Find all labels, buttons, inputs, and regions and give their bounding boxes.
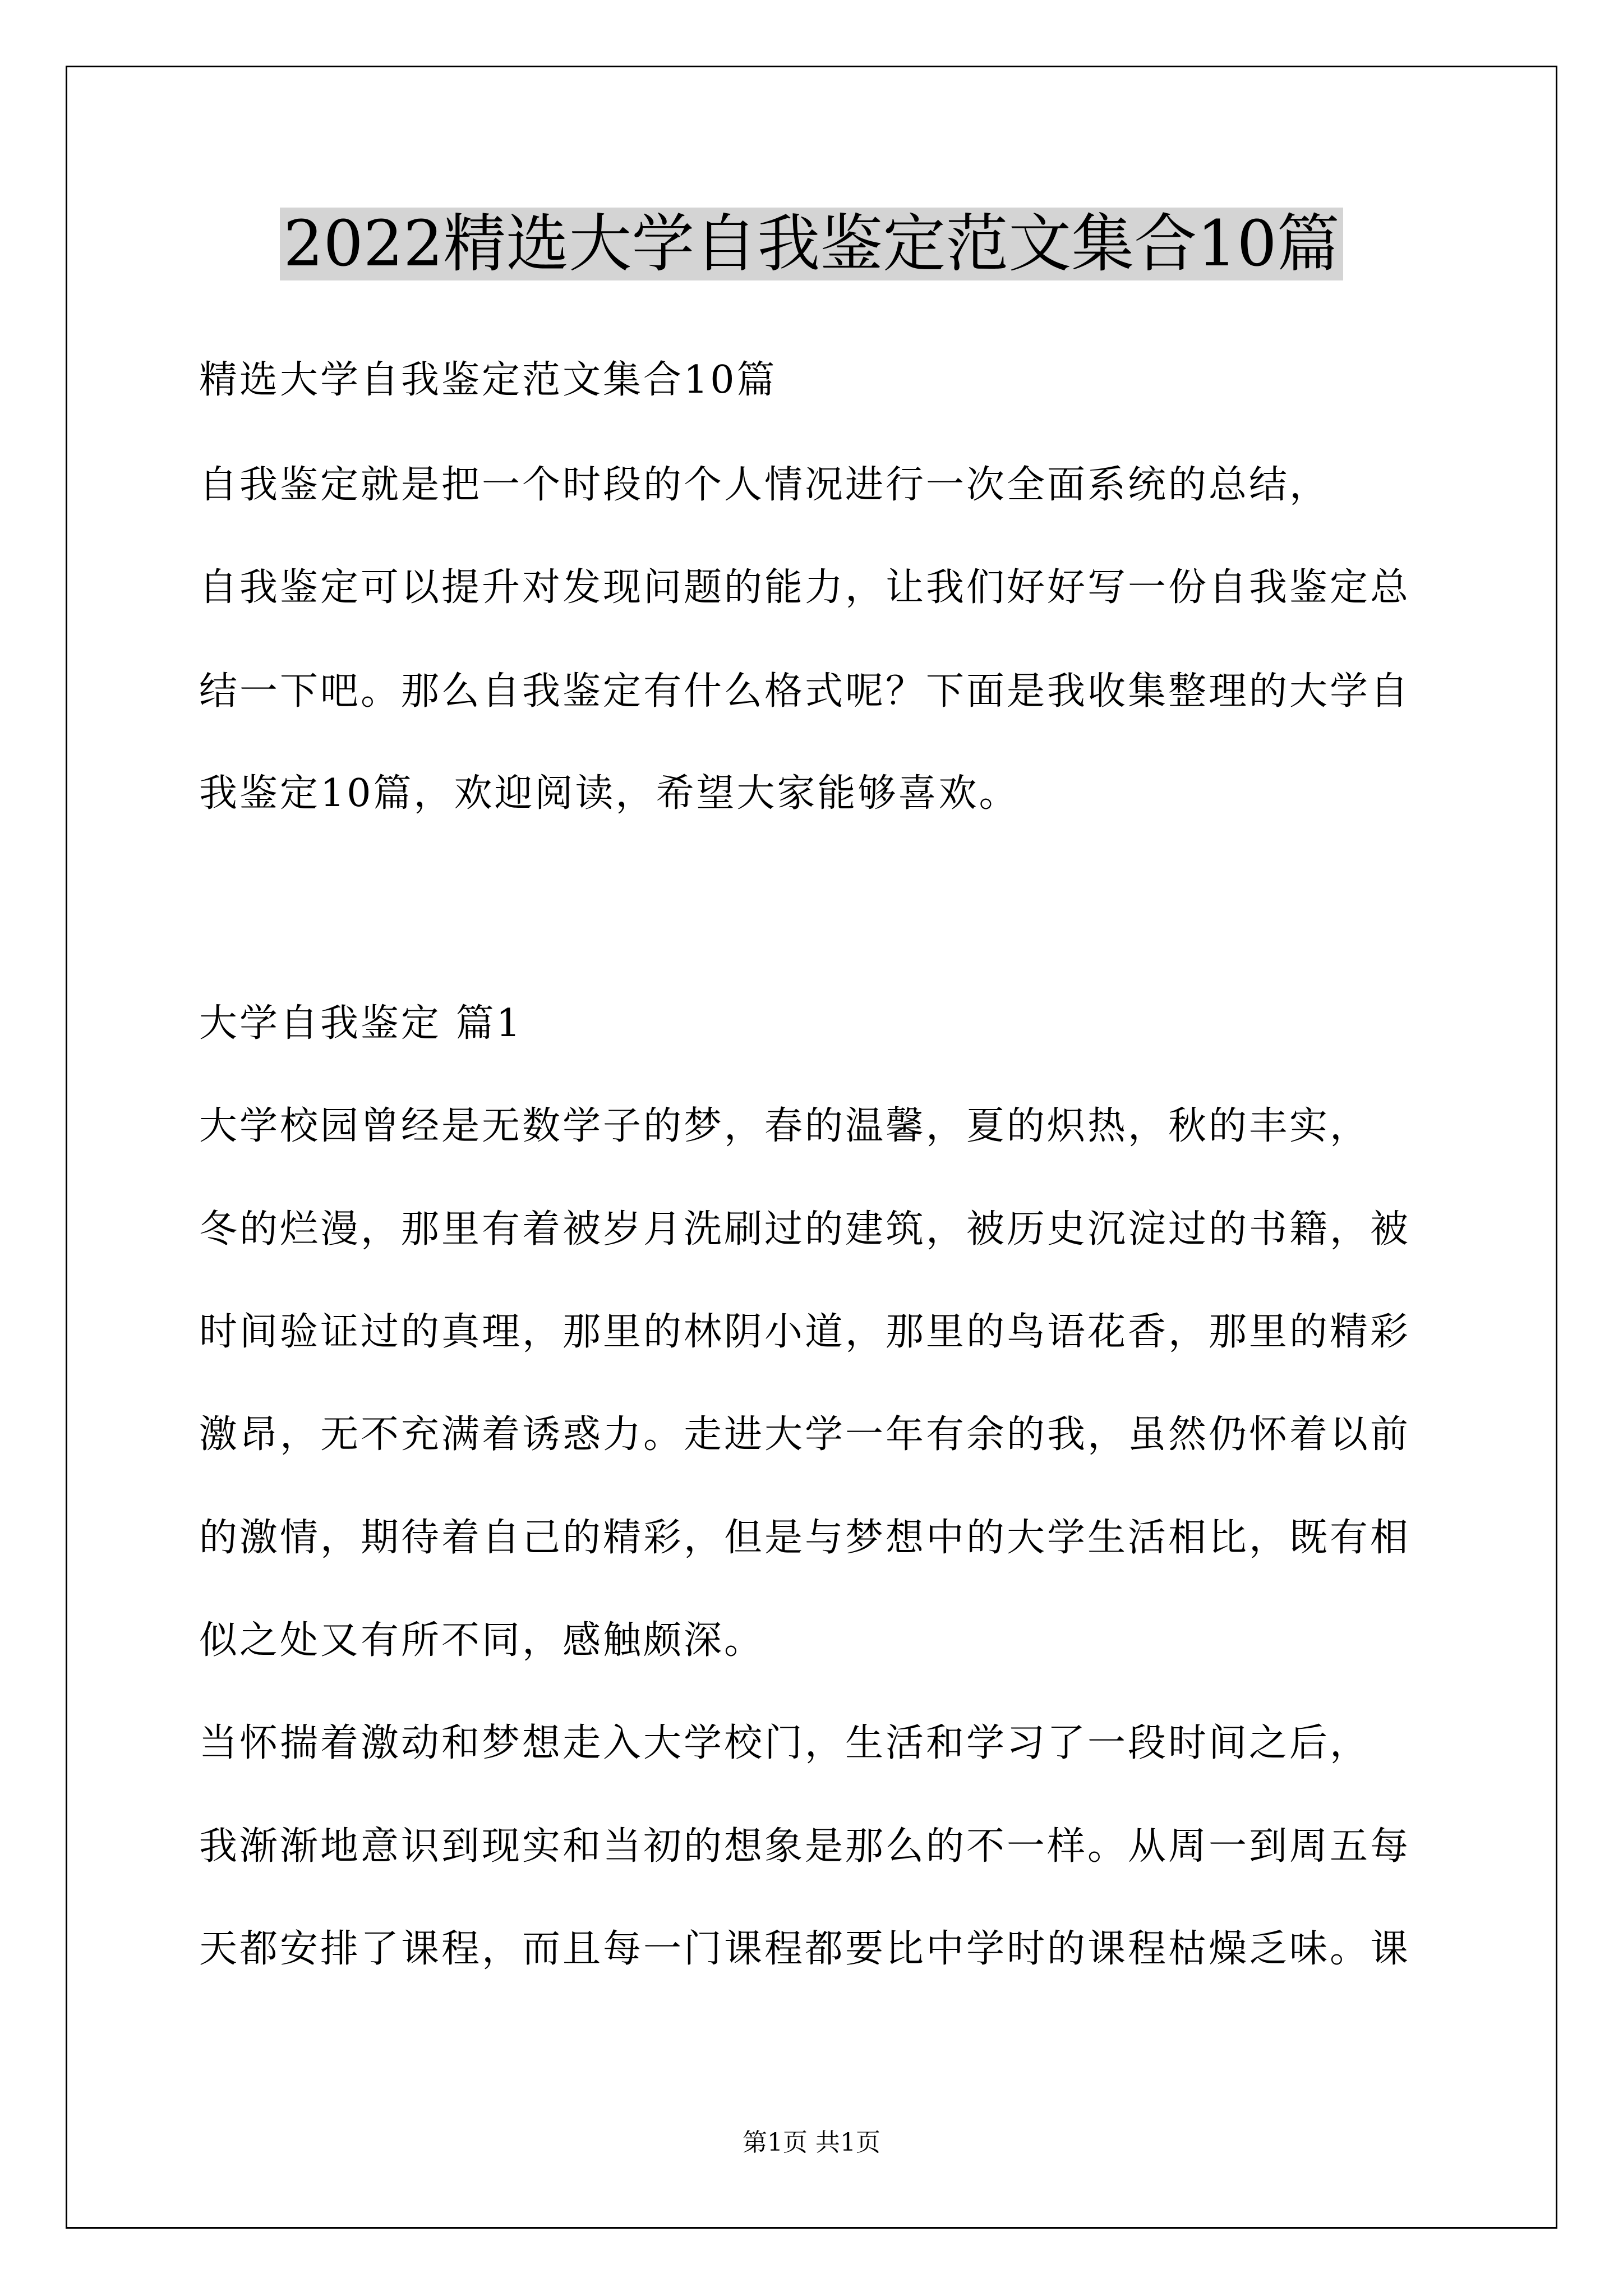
section-heading: 大学自我鉴定 篇1 <box>199 1001 523 1046</box>
para1-line-2: 冬的烂漫，那里有着被岁月洗刷过的建筑，被历史沉淀过的书籍，被 <box>199 1207 1411 1251</box>
document-subtitle: 精选大学自我鉴定范文集合10篇 <box>199 358 777 402</box>
page-footer: 第1页 共1页 <box>743 2128 880 2157</box>
intro-line-4: 我鉴定10篇，欢迎阅读，希望大家能够喜欢。 <box>199 771 1020 816</box>
para1-line-5: 的激情，期待着自己的精彩，但是与梦想中的大学生活相比，既有相 <box>199 1516 1411 1560</box>
para1-line-6: 似之处又有所不同，感触颇深。 <box>199 1618 765 1663</box>
para2-line-2: 我渐渐地意识到现实和当初的想象是那么的不一样。从周一到周五每 <box>199 1824 1411 1869</box>
document-title-text: 2022精选大学自我鉴定范文集合10篇 <box>280 208 1343 280</box>
para1-line-3: 时间验证过的真理，那里的林阴小道，那里的鸟语花香，那里的精彩 <box>199 1310 1411 1354</box>
intro-line-3: 结一下吧。那么自我鉴定有什么格式呢？下面是我收集整理的大学自 <box>199 669 1411 714</box>
document-title <box>0 202 1623 286</box>
para1-line-4: 激昂，无不充满着诱惑力。走进大学一年有余的我，虽然仍怀着以前 <box>199 1412 1411 1457</box>
para2-line-3: 天都安排了课程，而且每一门课程都要比中学时的课程枯燥乏味。课 <box>199 1927 1411 1971</box>
para1-line-1: 大学校园曾经是无数学子的梦，春的温馨，夏的炽热，秋的丰实， <box>199 1104 1371 1148</box>
para2-line-1: 当怀揣着激动和梦想走入大学校门，生活和学习了一段时间之后， <box>199 1721 1371 1765</box>
intro-line-2: 自我鉴定可以提升对发现问题的能力，让我们好好写一份自我鉴定总 <box>199 565 1411 610</box>
intro-line-1: 自我鉴定就是把一个时段的个人情况进行一次全面系统的总结， <box>199 463 1330 507</box>
